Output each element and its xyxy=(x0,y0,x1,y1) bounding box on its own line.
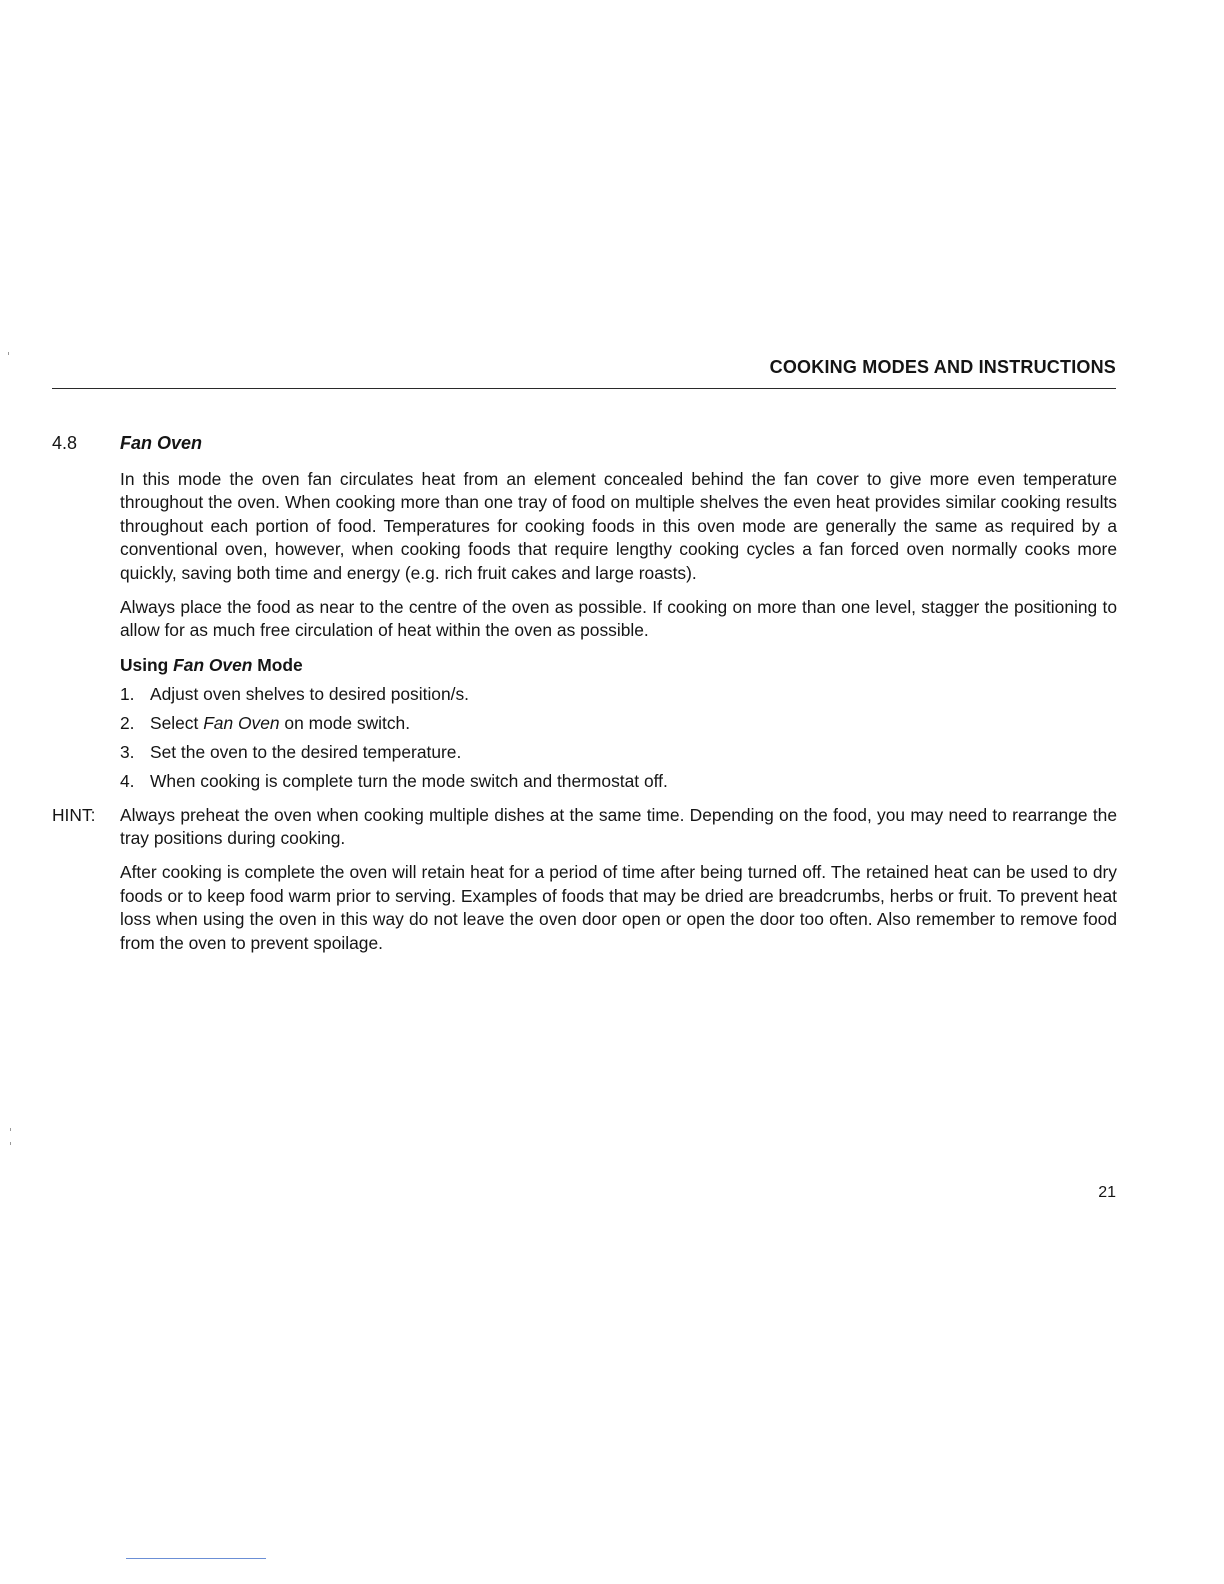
footer-rule xyxy=(126,1558,266,1559)
using-mode-heading xyxy=(120,654,1117,677)
section-body xyxy=(52,468,1117,966)
step-text: When cooking is complete turn the mode switch and thermostat off. xyxy=(150,771,668,792)
step-item xyxy=(120,683,1117,706)
section-title: Fan Oven xyxy=(120,433,203,453)
step-text-mode: Fan Oven xyxy=(203,713,280,734)
placement-paragraph: Always place the food as near to the centre of the oven as possible. If cooking on more than one level, stagger the positioning to allow for as much free circulation of heat within the oven as possible. xyxy=(120,597,1117,641)
using-mode-name: Fan Oven xyxy=(173,654,253,675)
step-item xyxy=(120,741,1117,764)
intro-paragraph: In this mode the oven fan circulates heat from an element concealed behind the fan cover to give more even temperature throughout the oven. When cooking more than one tray of food on multiple shelves the even heat provides similar cooking results throughout each portion of food. Temperatures for cooking foods in this oven mode are generally the same as required by a conventional oven, however, when cooking foods that require lengthy cooking cycles a fan forced oven normally cooks more quickly, saving both time and energy (e.g. rich fruit cakes and large roasts). xyxy=(120,469,1117,583)
step-item xyxy=(120,770,1117,793)
steps-list xyxy=(120,683,1117,793)
step-text xyxy=(150,712,410,735)
page-number: 21 xyxy=(1098,1184,1116,1201)
step-number: 2. xyxy=(120,713,135,734)
using-prefix: Using xyxy=(120,654,169,675)
step-number: 1. xyxy=(120,684,135,705)
section-number: 4.8 xyxy=(52,433,78,453)
hint-label: HINT: xyxy=(52,804,96,825)
closing-paragraph: After cooking is complete the oven will retain heat for a period of time after being turned off. The retained heat can be used to dry foods or to keep food warm prior to serving. Examples of foods that may be dried are breadcrumbs, herbs or fruit. To prevent heat loss when using the oven in this way do not leave the oven door open or open the door too often. Also remember to remove food from the oven to prevent spoilage. xyxy=(120,862,1117,953)
scan-speck xyxy=(8,352,9,355)
step-text-pre: Select xyxy=(150,713,199,734)
running-header: COOKING MODES AND INSTRUCTIONS xyxy=(769,357,1116,377)
step-item xyxy=(120,712,1117,735)
step-text: Set the oven to the desired temperature. xyxy=(150,742,462,763)
step-number: 4. xyxy=(120,771,135,792)
step-text-post: on mode switch. xyxy=(284,713,411,734)
hint-text: Always preheat the oven when cooking multiple dishes at the same time. Depending on the food, you may need to rearrange the tray positions during cooking. xyxy=(120,804,1117,849)
hint-block xyxy=(52,804,1117,851)
scan-speck xyxy=(10,1142,11,1145)
using-suffix: Mode xyxy=(257,654,303,675)
step-text: Adjust oven shelves to desired position/s. xyxy=(150,684,470,705)
step-number: 3. xyxy=(120,742,135,763)
scan-speck xyxy=(10,1128,11,1131)
header-rule xyxy=(52,388,1116,389)
